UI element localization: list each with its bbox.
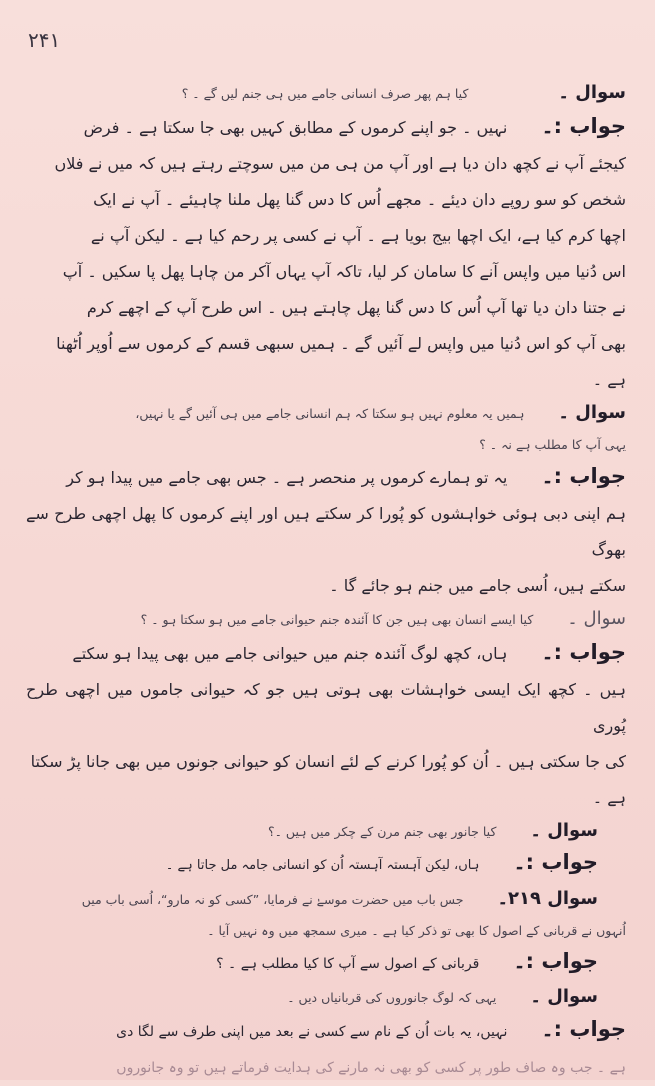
answer-line: شخص کو سو روپے دان دیئے ۔ مجھے اُس کا دس گنا پھل ملنا چاہیئے ۔ آپ نے ایک — [93, 190, 626, 209]
answer-line: اچھا کرم کیا ہے، ایک اچھا بیج بویا ہے ۔ آپ نے کسی پر رحم کیا ہے ۔ لیکن آپ نے — [90, 226, 626, 245]
answer-line: ہے ۔ — [592, 788, 626, 807]
question-line: یہی آپ کا مطلب ہے نہ ۔ ؟ — [479, 437, 626, 452]
answer-text: ہاں، کچھ لوگ آئندہ جنم میں حیوانی جامے میں بھی پیدا ہو سکتے — [72, 644, 508, 663]
question-text: ہمیں یہ معلوم نہیں ہو سکتا کہ ہم انسانی جامے میں ہی آئیں گے یا نہیں، — [135, 406, 525, 421]
question-2 — [26, 398, 626, 430]
question-4 — [26, 816, 598, 848]
answer-label: جواب :۔ — [541, 114, 626, 138]
question-6 — [26, 982, 598, 1014]
question-label: سوال ۔ — [558, 402, 626, 423]
answer-text: ہاں، لیکن آہستہ آہستہ اُن کو انسانی جامہ مل جاتا ہے ۔ — [165, 858, 480, 873]
answer-line: ہے ۔ — [592, 370, 626, 389]
answer-label: جواب :۔ — [513, 850, 598, 874]
answer-line: بھی آپ کو اس دُنیا میں واپس لے آئیں گے ۔ ہمیں سبھی قسم کے کرموں سے اُوپر اُٹھنا — [56, 334, 626, 353]
answer-line: ہے ۔ جب وہ صاف طور پر کسی کو بھی نہ مارنے کی ہدایت فرماتے ہیں تو وہ جانوروں — [116, 1060, 626, 1076]
answer-label: جواب :۔ — [541, 464, 626, 488]
answer-line: کیجئے آپ نے کچھ دان دیا ہے اور آپ من ہی من میں سوچتے رہتے ہیں کہ میں نے فلاں — [54, 154, 626, 173]
question-text: کیا ایسے انسان بھی ہیں جن کا آئندہ جنم حیوانی جامے میں ہو سکتا ہو ۔ ؟ — [140, 612, 534, 627]
question-label: سوال ۲۱۹۔ — [497, 888, 598, 909]
question-label: سوال ۔ — [530, 986, 598, 1007]
page-number: ۲۴۱ — [28, 28, 61, 52]
answer-4 — [26, 848, 598, 884]
page-text — [26, 78, 626, 1086]
answer-label: جواب :۔ — [541, 640, 626, 664]
question-1 — [26, 78, 626, 110]
answer-line: نے جتنا دان دیا تھا آپ اُس کا دس گنا پھل چاہتے ہیں ۔ اس طرح آپ کے اچھے کرم — [86, 298, 626, 317]
question-label: سوال ۔ — [567, 608, 626, 629]
question-label: سوال ۔ — [558, 82, 626, 103]
question-text: یہی کہ لوگ جانوروں کی قربانیاں دیں ۔ — [287, 990, 497, 1005]
question-text: کیا ہم پھر صرف انسانی جامے میں ہی جنم لیں گے ۔ ؟ — [181, 86, 469, 101]
answer-line: کی جا سکتی ہیں ۔ اُن کو پُورا کرنے کے لئے انسان کو حیوانی جونوں میں بھی جانا پڑ سکتا — [30, 752, 626, 771]
answer-line: ہم اپنی دبی ہوئی خواہشوں کو پُورا کر سکتے ہیں اور اپنے کرموں کا پھل اچھی طرح سے بھوگ — [26, 504, 626, 559]
answer-line: سکتے ہیں، اُسی جامے میں جنم ہو جائے گا ۔ — [329, 576, 626, 595]
answer-6 — [26, 1014, 626, 1050]
answer-label: جواب :۔ — [541, 1017, 626, 1041]
answer-1 — [26, 110, 626, 146]
question-5 — [26, 884, 598, 916]
answer-text: نہیں، یہ بات اُن کے نام سے کسی نے بعد میں اپنی طرف سے لگا دی — [116, 1024, 508, 1040]
answer-2 — [26, 460, 626, 496]
question-text: جس باب میں حضرت موسےٰ نے فرمایا، ”کسی کو نہ مارو“، اُسی باب میں — [81, 892, 464, 907]
answer-text: یہ تو ہمارے کرموں پر منحصر ہے ۔ جس بھی جامے میں پیدا ہو کر — [66, 468, 508, 487]
answer-line: اس دُنیا میں واپس آنے کا سامان کر لیا، تاکہ آپ یہاں آکر من چاہا پھل پا سکیں ۔ آپ — [62, 262, 626, 281]
answer-3 — [26, 636, 626, 672]
answer-label: جواب :۔ — [513, 949, 598, 973]
question-3 — [26, 604, 626, 636]
answer-text: قربانی کے اصول سے آپ کا کیا مطلب ہے ۔ ؟ — [216, 956, 480, 972]
answer-text: نہیں ۔ جو اپنے کرموں کے مطابق کہیں بھی جا سکتا ہے ۔ فرض — [83, 118, 508, 137]
answer-5 — [26, 946, 598, 982]
question-text: کیا جانور بھی جنم مرن کے چکر میں ہیں ۔؟ — [268, 824, 497, 839]
question-line: اُنہوں نے قربانی کے اصول کا بھی تو ذکر کیا ہے ۔ میری سمجھ میں وہ نہیں آیا ۔ — [207, 923, 626, 938]
question-label: سوال ۔ — [530, 820, 598, 841]
answer-line: ہیں ۔ کچھ ایک ایسی خواہشات بھی ہوتی ہیں جو کہ حیوانی جاموں میں اچھی طرح پُوری — [26, 680, 626, 735]
